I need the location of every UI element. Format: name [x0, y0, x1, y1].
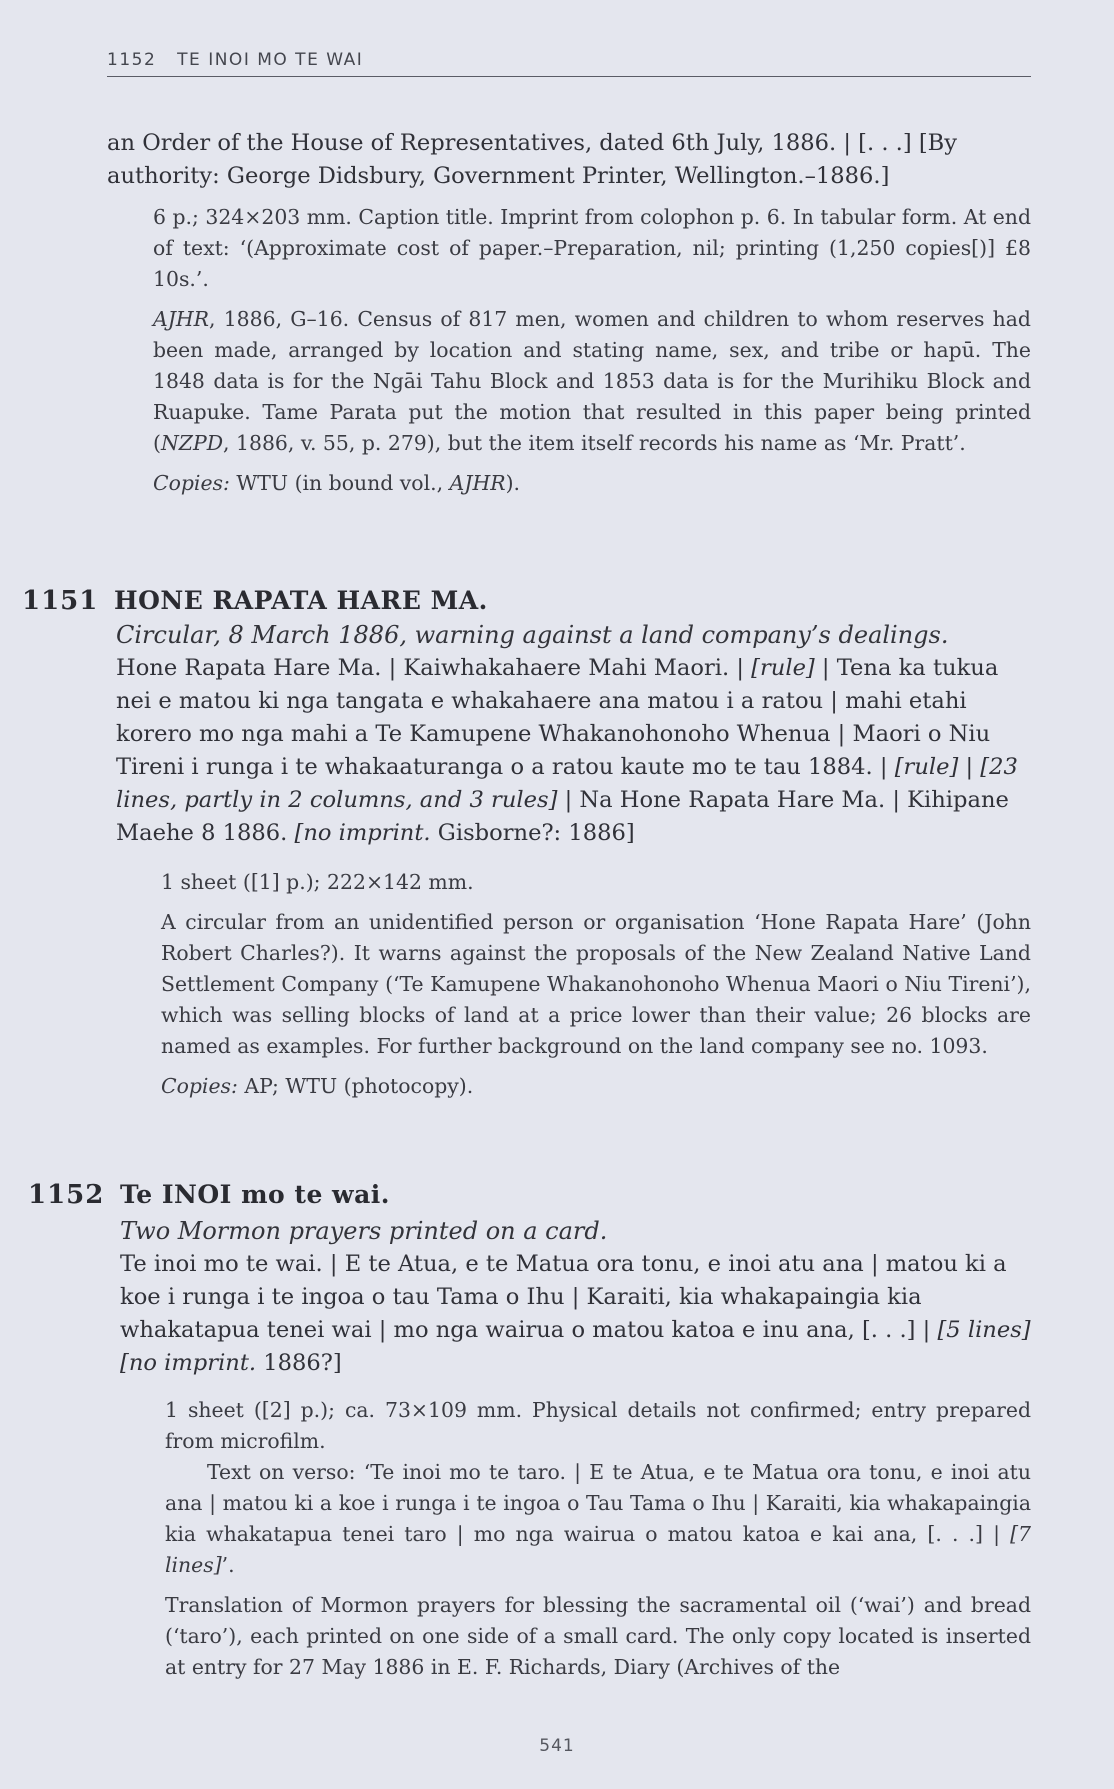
entry-1151-physical: 1 sheet ([1] p.); 222×142 mm. [161, 870, 474, 894]
folio-page-number: 541 [539, 1736, 575, 1756]
entry-number-1151: 1151 [22, 586, 99, 616]
entry-1151-notes [161, 867, 1031, 1111]
entry-1152-notes [165, 1395, 1031, 1692]
prev-entry-main-text: an Order of the House of Representatives, dated 6th July, 1886. | [. . .] [By authority: George Didsbury, Government Printer, Wellington.–1886.] [107, 130, 958, 189]
prev-entry-copies: Copies: WTU (in bound vol., AJHR). [153, 471, 521, 495]
entry-1152-note: Translation of Mormon prayers for blessing the sacramental oil (‘wai’) and bread (‘taro’), each printed on one side of a small card. The only copy located is inserted at entry for 27 May 1886 in E. F. Richards, Diary (Archives of the [165, 1593, 1031, 1679]
entry-1151-transcription: Hone Rapata Hare Ma. | Kaiwhakahaere Mahi Maori. | [rule] | Tena ka tukua nei e matou ki nga tangata e whakahaere ana matou i a ratou | mahi etahi korero mo nga mahi a Te Kamupene Whakanohonoho Whenua | Maori o Niu Tireni i runga i te whakaaturanga o a ratou kaute mo te tau 1884. | [rule] | [23 lines, partly in 2 columns, and 3 rules] | Na Hone Rapata Hare Ma. | Kihipane Maehe 8 1886. [no imprint. Gisborne?: 1886] [116, 655, 1018, 846]
entry-1151-note: A circular from an unidentified person or organisation ‘Hone Rapata Hare’ (John Robert Charles?). It warns against the proposals of the New Zealand Native Land Settlement Company (‘Te Kamupene Whakanohonoho Whenua Maori o Niu Tireni’), which was selling blocks of land at a price lower than their value; 26 blocks are named as examples. For further background on the land company see no. 1093. [161, 910, 1031, 1058]
entry-subtitle-1152: Two Mormon prayers printed on a card. [120, 1217, 608, 1245]
running-head-page-number: 1152 [107, 50, 157, 70]
prev-entry-physical: 6 p.; 324×203 mm. Caption title. Imprint from colophon p. 6. In tabular form. At end of text: ‘(Approximate cost of paper.–Preparation, nil; printing (1,250 copies[)] £8 10s.’. [153, 205, 1031, 291]
entry-subtitle-1151: Circular, 8 March 1886, warning against a land company’s dealings. [116, 621, 949, 649]
running-head-title: TE INOI MO TE WAI [177, 50, 364, 70]
entry-1152-transcription: Te inoi mo te wai. | E te Atua, e te Matua ora tonu, e inoi atu ana | matou ki a koe i runga i te ingoa o tau Tama o Ihu | Karaiti, kia whakapaingia kia whakatapua tenei wai | mo nga wairua o matou katoa e inu ana, [. . .] | [5 lines] [no imprint. 1886?] [120, 1251, 1031, 1376]
prev-entry-notes [153, 202, 1031, 508]
entry-1152-body [120, 1215, 1031, 1380]
entry-1152-verso: Text on verso: ‘Te inoi mo te taro. | E te Atua, e te Matua ora tonu, e inoi atu ana | matou ki a koe i runga i te ingoa o Tau Tama o Ihu | Karaiti, kia whakapaingia kia whakatapua tenei taro | mo nga wairua o matou katoa e kai ana, [. . .] | [7 lines]’. [165, 1460, 1031, 1577]
entry-1151-copies: Copies: AP; WTU (photocopy). [161, 1074, 474, 1098]
running-head [107, 50, 1031, 77]
entry-title-1151: HONE RAPATA HARE MA. [114, 586, 488, 615]
prev-entry-note: AJHR, 1886, G–16. Census of 817 men, women and children to whom reserves had been made, arranged by location and stating name, sex, and tribe or hapū. The 1848 data is for the Ngāi Tahu Block and 1853 data is for the Murihiku Block and Ruapuke. Tame Parata put the motion that resulted in this paper being printed (NZPD, 1886, v. 55, p. 279), but the item itself records his name as ‘Mr. Pratt’. [153, 307, 1031, 455]
entry-1152-physical: 1 sheet ([2] p.); ca. 73×109 mm. Physical details not confirmed; entry prepared from microfilm. [165, 1398, 1031, 1453]
entry-1151-body [116, 619, 1031, 850]
entry-title-1152: Te INOI mo te wai. [120, 1180, 390, 1209]
entry-number-1152: 1152 [28, 1180, 105, 1210]
